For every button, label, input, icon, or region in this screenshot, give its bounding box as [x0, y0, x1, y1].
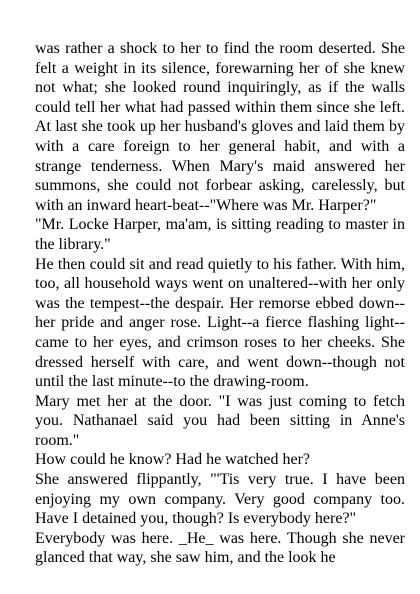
paragraph-maid-reply: "Mr. Locke Harper, ma'am, is sitting reading to master in the library.": [35, 216, 405, 253]
paragraph-mary-at-door: Mary met her at the door. "I was just coming to fetch you. Nathanael said you had been sitting in Anne's room.": [35, 392, 405, 449]
paragraph-room-deserted: was rather a shock to her to find the room deserted. She felt a weight in its silence, forewarning her of she knew not what; she looked round inquiringly, as if the walls could tell her what had passed within them since she left. At last she took up her husband's gloves and laid them by with a care foreign to her general habit, and with a strange tenderness. When Mary's maid answered her summons, she could not forbear asking, carelessly, but with an inward heart-beat--"Where was Mr. Harper?": [35, 40, 405, 214]
paragraph-remorse: He then could sit and read quietly to his father. With him, too, all household ways went on unaltered--with her only was the tempest--the despair. Her remorse ebbed down--her pride and anger rose. Light--a fierce flashing light--came to her eyes, and crimson roses to her cheeks. She dressed herself with care, and went down--though not until the last minute--to the drawing-room.: [35, 255, 405, 391]
page-body-text: [35, 39, 405, 568]
paragraph-watched-her: How could he know? Had he watched her?: [35, 451, 311, 469]
paragraph-everybody-here: Everybody was here. _He_ was here. Though she never glanced that way, she saw him, and the look he: [35, 529, 405, 567]
paragraph-flippant-answer: She answered flippantly, "'Tis very true. I have been enjoying my own company. Very good company too. Have I detained you, though? Is everybody here?": [35, 471, 405, 528]
